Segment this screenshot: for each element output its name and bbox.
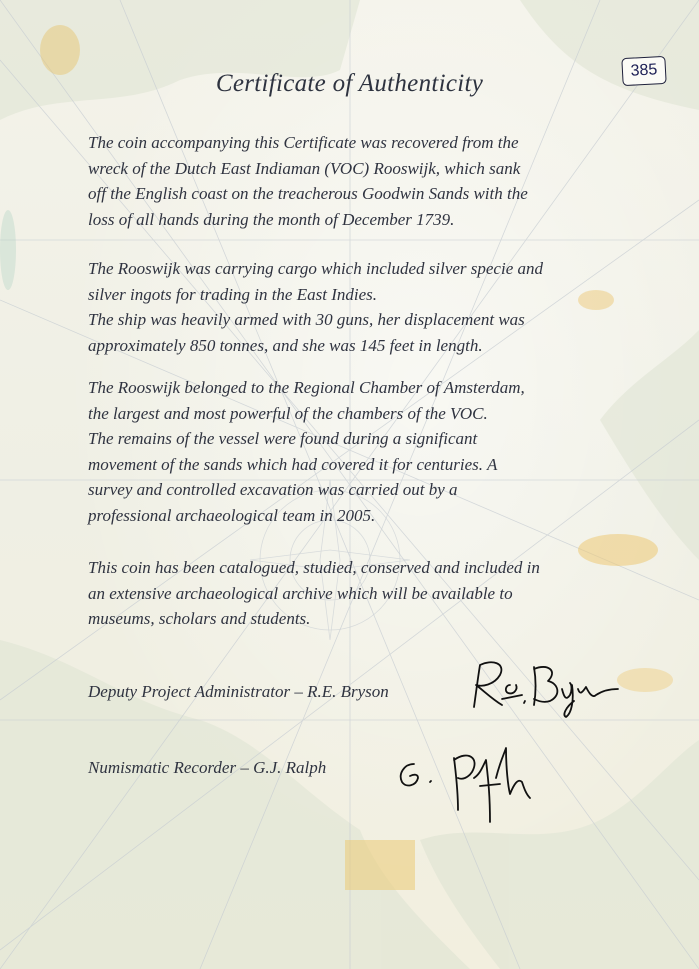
text-line: the largest and most powerful of the chambers of the VOC.: [88, 403, 488, 423]
signatory-deputy-project-administrator: Deputy Project Administrator – R.E. Bryson: [88, 682, 389, 701]
paragraph-recovery: [88, 130, 608, 232]
text-line: The ship was heavily armed with 30 guns, her displacement was: [88, 310, 525, 329]
certificate-title: Certificate of Authenticity: [215, 70, 484, 97]
text-line: The Rooswijk belonged to the Regional Chamber of Amsterdam,: [88, 378, 525, 397]
text-line: museums, scholars and students.: [88, 609, 311, 628]
text-line: movement of the sands which had covered it for centuries. A: [88, 454, 498, 474]
text-line: approximately 850 tonnes, and she was 145 feet in length.: [88, 335, 483, 355]
text-line: off the English coast on the treacherous Goodwin Sands with the: [88, 184, 528, 203]
text-line: an extensive archaeological archive which will be available to: [88, 583, 513, 603]
signature-bryson: [462, 655, 622, 719]
text-line: survey and controlled excavation was carried out by a: [88, 480, 458, 499]
signatory-numismatic-recorder: Numismatic Recorder – G.J. Ralph: [88, 758, 327, 777]
text-line: professional archaeological team in 2005.: [88, 505, 376, 525]
paragraph-cargo: [88, 256, 608, 358]
paragraph-archive: [88, 555, 608, 632]
text-line: The remains of the vessel were found during a significant: [88, 429, 478, 448]
signature-ralph: [392, 738, 542, 828]
paragraph-chamber: [88, 375, 608, 528]
text-line: silver ingots for trading in the East Indies.: [88, 284, 377, 304]
text-line: The Rooswijk was carrying cargo which included silver specie and: [88, 259, 543, 278]
text-line: The coin accompanying this Certificate was recovered from the: [88, 133, 519, 152]
text-line: This coin has been catalogued, studied, conserved and included in: [88, 558, 540, 577]
text-line: wreck of the Dutch East Indiaman (VOC) Rooswijk, which sank: [88, 158, 521, 178]
reference-number-stamp: 385: [621, 56, 666, 86]
text-line: loss of all hands during the month of December 1739.: [88, 209, 455, 229]
